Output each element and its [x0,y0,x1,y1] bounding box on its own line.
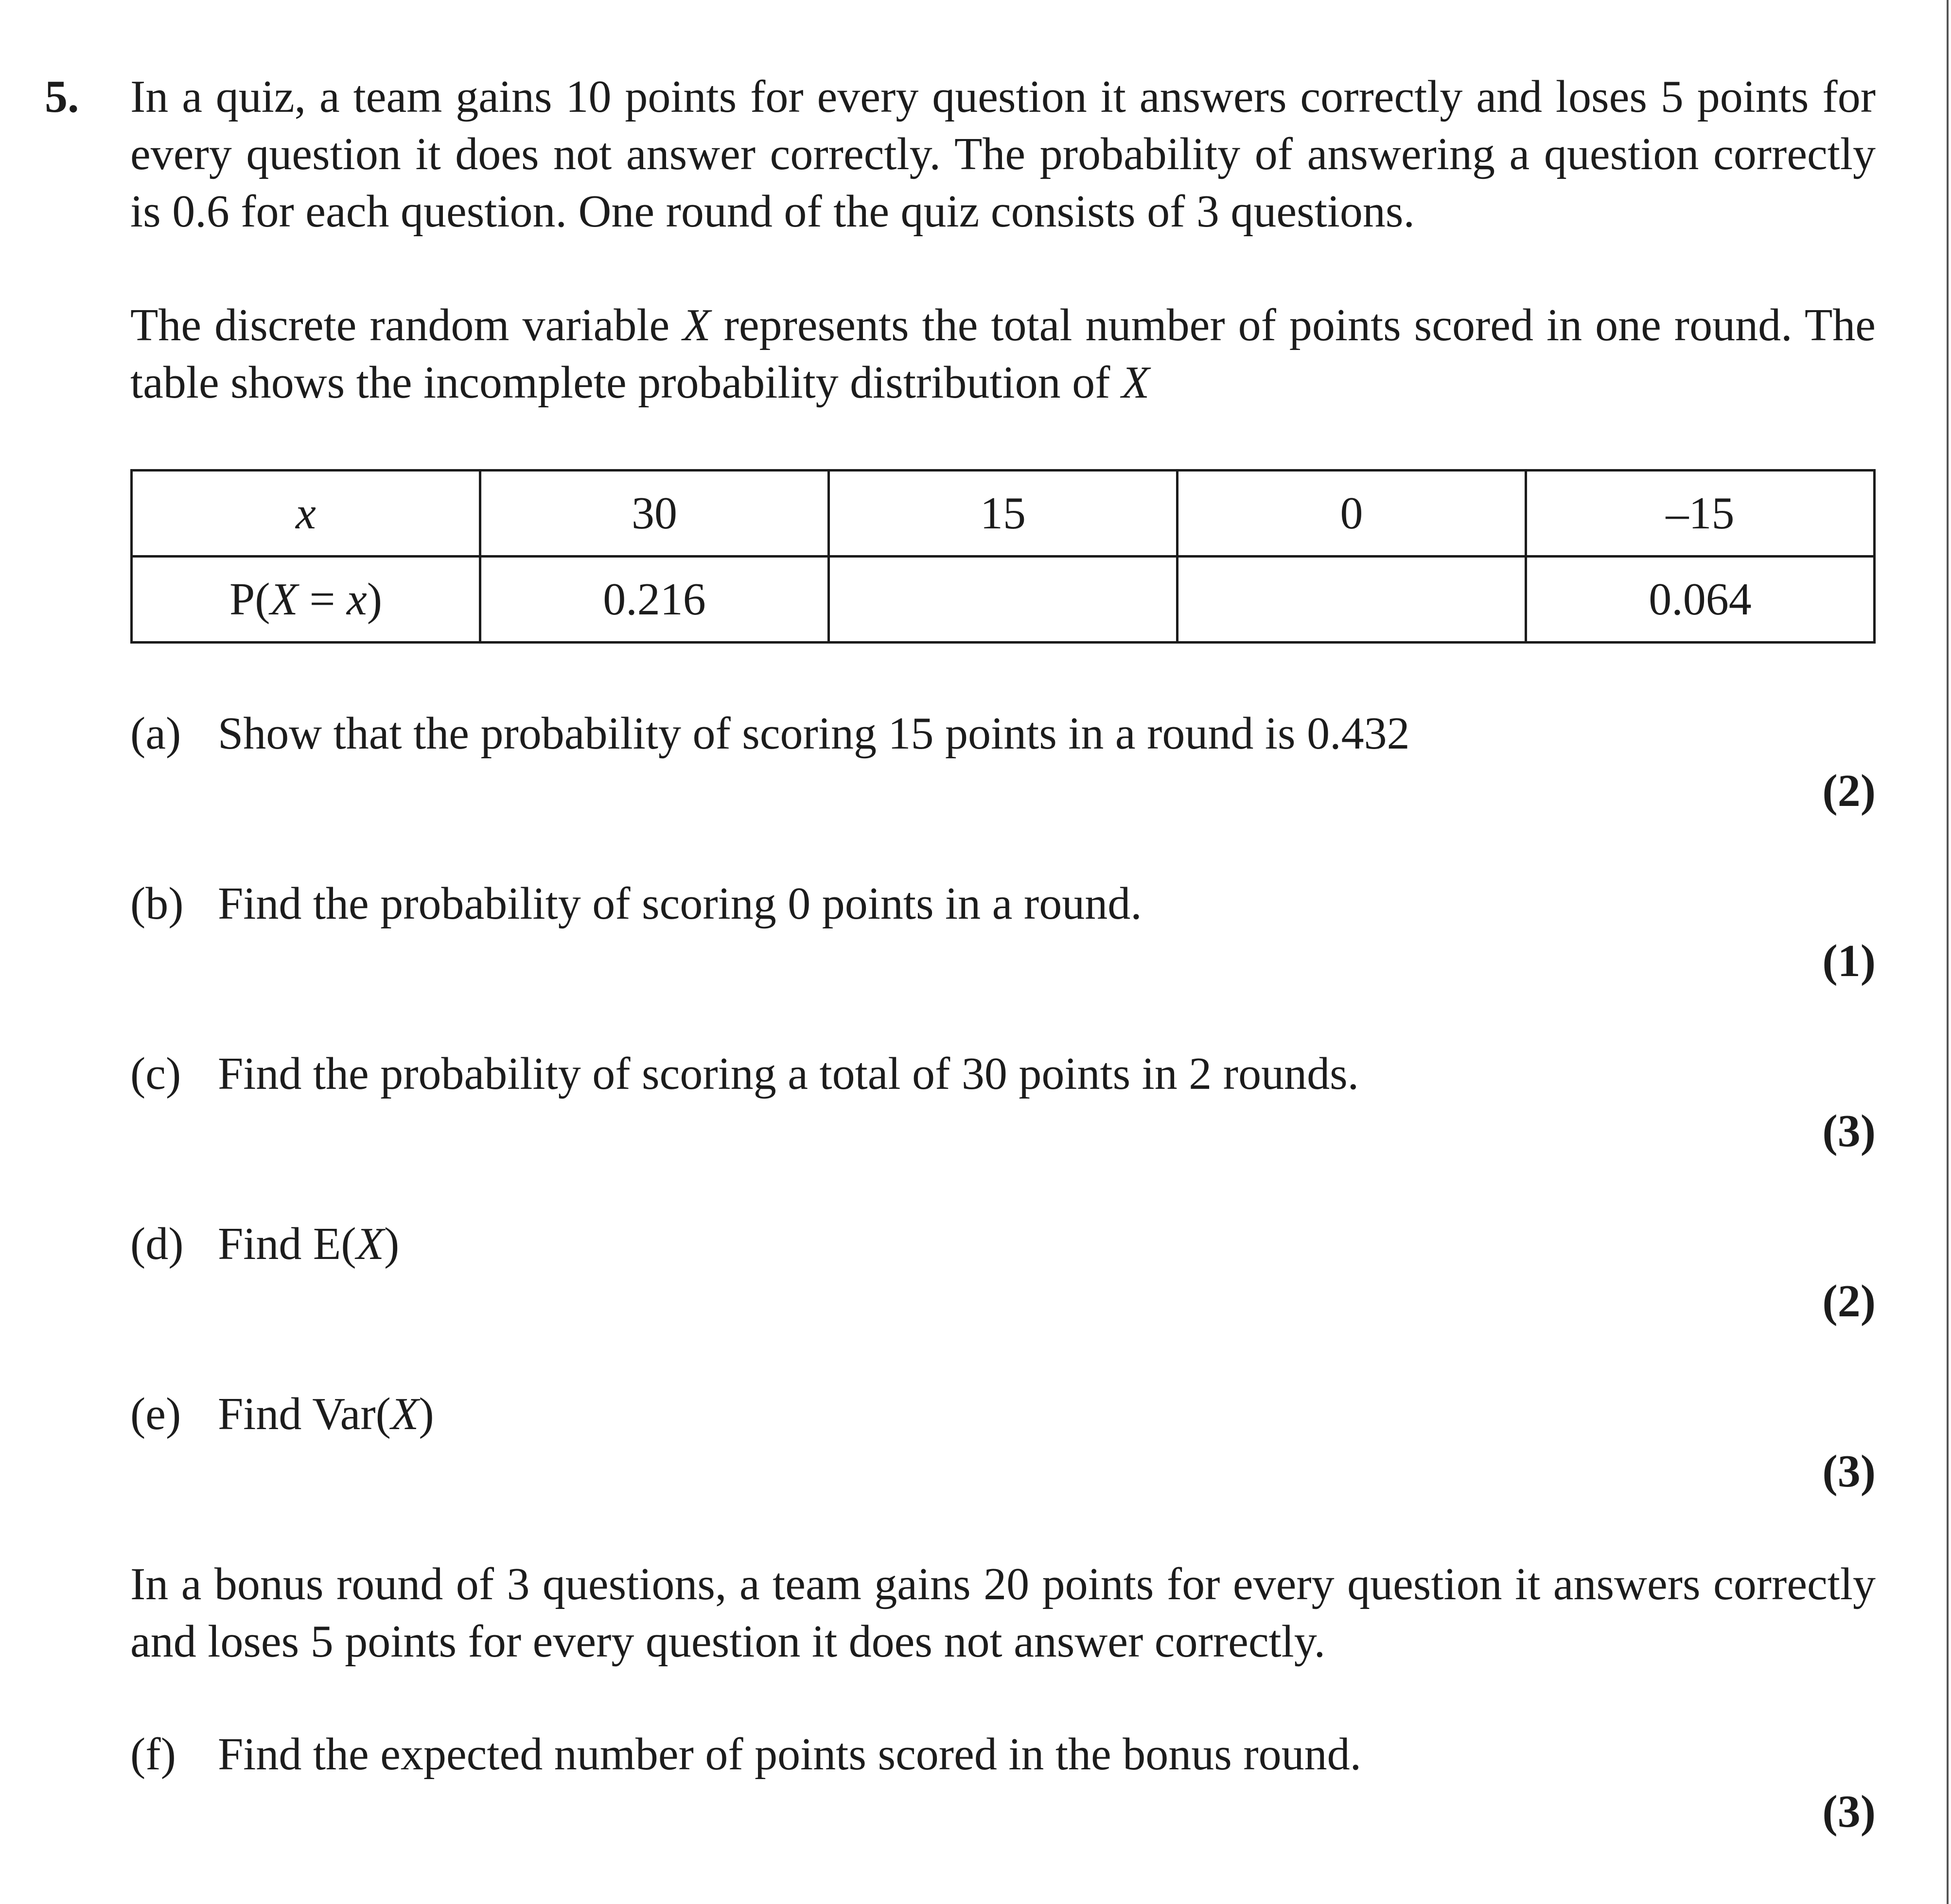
header-text: P( [229,574,270,625]
table-cell-x-value: 0 [1178,471,1526,557]
question-intro: In a quiz, a team gains 10 points for every question it answers correctly and loses 5 points for every question it does not answer correctly. The probability of answering a question correctly is 0.6 for each question. One round of the quiz consists of 3 questions. [130,71,1876,237]
header-text: ) [367,574,383,625]
intro-text-b: represents the total number of points scored in one round. The table shows the incomplete probability distribution of [130,300,1876,408]
table-header-probability [132,557,480,643]
part-c [130,1045,1876,1102]
probability-distribution-table [130,469,1876,644]
part-label: (f) [130,1729,176,1780]
question-number: 5. [45,71,79,122]
table-row-x [132,471,1875,557]
random-variable-description [130,297,1876,411]
marks-e: (3) [1822,1446,1876,1497]
part-label: (a) [130,708,181,759]
part-label: (c) [130,1048,181,1099]
marks-c: (3) [1822,1106,1876,1156]
part-label: (d) [130,1219,184,1269]
table-cell-probability-blank [829,557,1178,643]
part-text: ) [384,1219,400,1269]
part-text: ) [419,1389,434,1439]
part-b [130,875,1876,932]
table-row-probability [132,557,1875,643]
part-text: Find the probability of scoring 0 points in a round. [218,878,1142,929]
marks-f: (3) [1822,1786,1876,1837]
part-text: Show that the probability of scoring 15 points in a round is 0.432 [218,708,1410,759]
table-header-x: x [132,471,480,557]
bonus-round-intro: In a bonus round of 3 questions, a team gains 20 points for every question it answers correctly and loses 5 points for every question it does not answer correctly. [130,1559,1876,1667]
part-e [130,1385,1876,1443]
part-a [130,705,1876,762]
marks-b: (1) [1822,936,1876,986]
page-edge-rule [1947,0,1949,1904]
table-cell-x-value: –15 [1526,471,1875,557]
variable-x: X [356,1219,385,1269]
header-var-x: x [346,574,367,625]
marks-a: (2) [1822,766,1876,816]
table-cell-x-value: 15 [829,471,1178,557]
table-cell-probability: 0.064 [1526,557,1875,643]
marks-d: (2) [1822,1276,1876,1327]
variable-x: X [1121,357,1150,408]
table-cell-probability-blank [1178,557,1526,643]
part-d [130,1215,1876,1273]
part-label: (e) [130,1389,181,1439]
part-text: Find the probability of scoring a total of 30 points in 2 rounds. [218,1048,1359,1099]
table-cell-x-value: 30 [480,471,829,557]
intro-text-a: The discrete random variable [130,300,683,350]
header-equals: = [298,574,347,625]
part-label: (b) [130,878,184,929]
variable-x: X [391,1389,419,1439]
part-f [130,1726,1876,1783]
variable-x: X [683,300,711,350]
table-cell-probability: 0.216 [480,557,829,643]
part-text: Find E( [218,1219,356,1269]
header-var-X: X [270,574,298,625]
part-text: Find Var( [218,1389,391,1439]
part-text: Find the expected number of points scored in the bonus round. [218,1729,1362,1780]
